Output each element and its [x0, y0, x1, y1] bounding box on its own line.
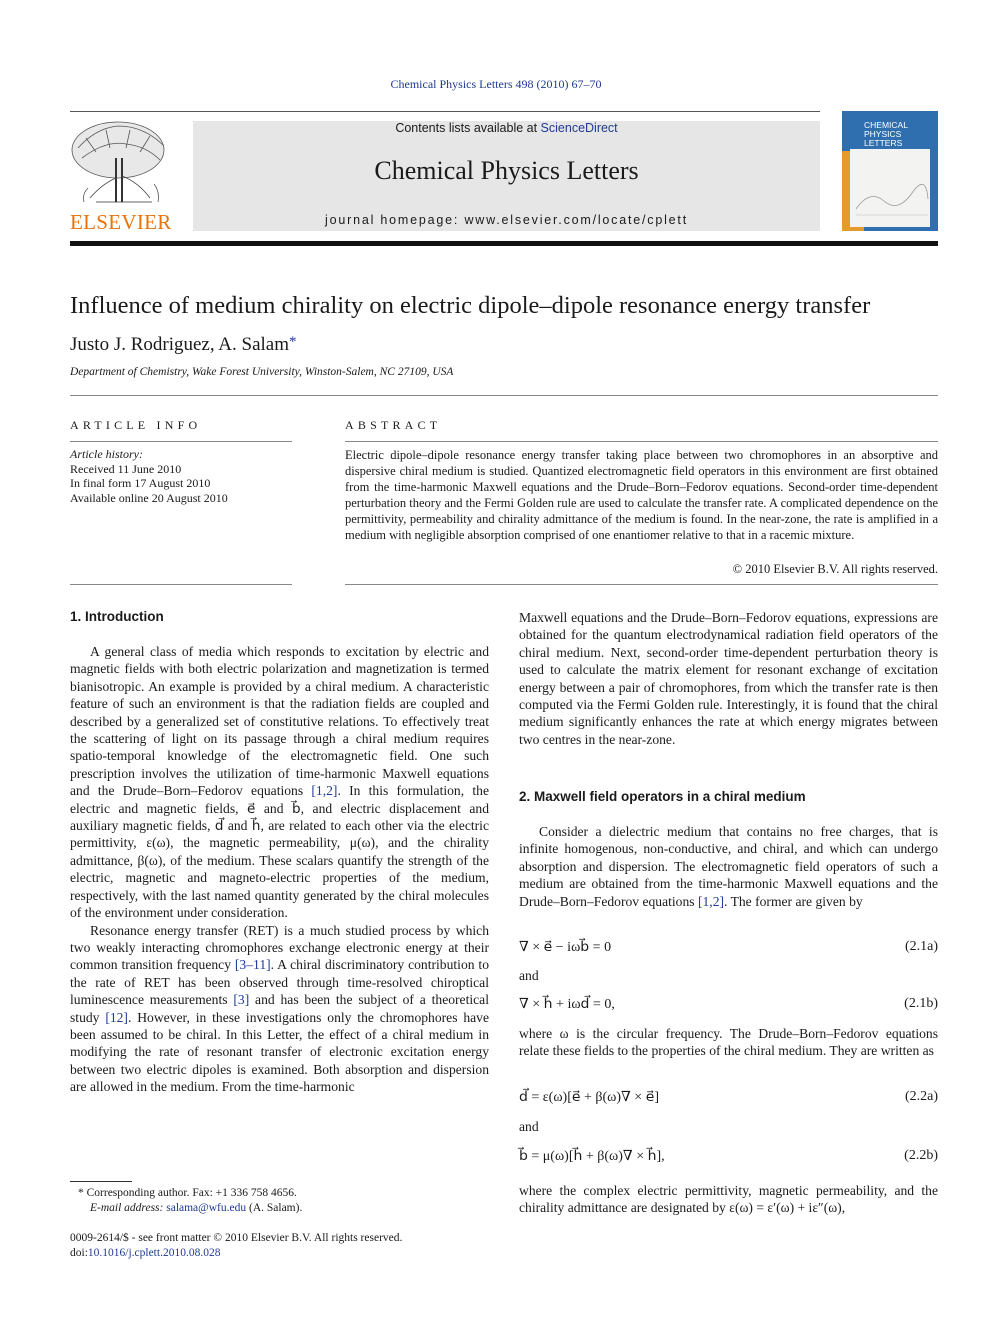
section-heading-introduction: 1. Introduction: [70, 609, 164, 624]
abstract-heading: ABSTRACT: [345, 418, 442, 432]
left-column-body: [70, 643, 489, 1096]
equation-number-2-2a: (2.2a): [904, 1089, 938, 1104]
author-affiliation: Department of Chemistry, Wake Forest University, Winston-Salem, NC 27109, USA: [70, 366, 454, 378]
article-history: [70, 447, 292, 505]
cover-title: CHEMICAL PHYSICS LETTERS: [864, 120, 908, 148]
doi-line: doi:10.1016/j.cplett.2010.08.028: [70, 1246, 221, 1259]
equation-number-2-1b: (2.1b): [904, 996, 938, 1011]
front-matter: [70, 1231, 520, 1260]
journal-homepage[interactable]: journal homepage: www.elsevier.com/locate/cplett: [325, 213, 688, 227]
history-online: Available online 20 August 2010: [70, 490, 228, 505]
footnote-rule: [70, 1181, 132, 1182]
article-title: Influence of medium chirality on electric dipole–dipole resonance energy transfer: [70, 292, 871, 319]
connector-and-2: and: [519, 1119, 539, 1134]
journal-citation[interactable]: Chemical Physics Letters 498 (2010) 67–70: [390, 77, 602, 91]
section-heading-maxwell: 2. Maxwell field operators in a chiral medium: [519, 789, 806, 804]
cover-graphic: [850, 149, 930, 227]
section2-paragraph-3: where the complex electric permittivity, magnetic permeability, and the chirality admittance are designated by ε(ω) = ε′(ω) + iε″(ω),: [519, 1183, 938, 1216]
abstract-bottom-rule: [345, 584, 938, 585]
reference-link[interactable]: [3–11]: [234, 957, 271, 973]
tree-icon: [66, 118, 176, 210]
equation-number-2-2b: (2.2b): [904, 1148, 938, 1163]
journal-cover-image: [842, 111, 938, 231]
footnote-corresponding: * Corresponding author. Fax: +1 336 758 4656.: [78, 1187, 297, 1199]
equation-number-2-1a: (2.1a): [904, 939, 938, 954]
equation-2-1b: ∇ × h⃗ + iωd⃗ = 0,: [519, 997, 615, 1012]
footnote: [78, 1186, 498, 1215]
author-list: [70, 334, 297, 356]
article-info-heading: ARTICLE INFO: [70, 418, 202, 432]
journal-name: Chemical Physics Letters: [374, 156, 639, 185]
issn-line: 0009-2614/$ - see front matter © 2010 Elsevier B.V. All rights reserved.: [70, 1232, 403, 1244]
reference-link[interactable]: [1,2]: [697, 893, 725, 909]
history-final-form: In final form 17 August 2010: [70, 476, 211, 490]
authors-names: Justo J. Rodriguez, A. Salam: [70, 334, 290, 355]
history-received: Received 11 June 2010: [70, 461, 182, 476]
reference-link[interactable]: [3]: [233, 992, 250, 1008]
right-column-continuation: Maxwell equations and the Drude–Born–Fedorov equations, expressions are obtained for the quantum electrodynamical radiation field operators of the chiral medium. Next, second-order time-dependent perturbation theory is used to calculate the matrix element for resonant exchange of excitation energy between a pair of chromophores, from which the transfer rate is then computed via the Fermi Golden rule. Interestingly, it is found that the chiral medium significantly enhances the rate at which energy migrates between two centres in the near-zone.: [519, 610, 938, 747]
abstract-text: Electric dipole–dipole resonance energy transfer taking place between two chromophores in an absorptive and dispersive chiral medium is studied. Quantized electromagnetic field operators in this environment are first obtained from the time-harmonic Maxwell equations and the Drude–Born–Fedorov equations. Second-order time-dependent perturbation theory and the Fermi Golden rule are used to calculate the transfer rate. A complicated dependence on the permittivity, permeability and chirality admittance of the medium is found. In the near-zone, the rate is amplified in a medium with negligible absorption comprised of one enantiomer relative to that in a racemic mixture.: [345, 448, 938, 542]
section2-paragraph-1: Consider a dielectric medium that contains no free charges, that is infinite homogenous, non-conductive, and chiral, and which can undergo absorption and dispersion. The electromagnetic field operators of such a medium are obtained from the time-harmonic Maxwell equations and the Drude–Born–Fedorov equations [1,2]. The former are given by: [519, 824, 938, 909]
corresponding-author-mark[interactable]: *: [289, 334, 297, 350]
intro-paragraph-2: Resonance energy transfer (RET) is a much studied process by which two weakly interacting chromophores exchange electronic energy at their common transition frequency [3–11]. A chiral discriminatory contribution to the rate of RET has been observed through time-resolved chiroptical luminescence measurements [3] and has been the subject of a theoretical study [12]. However, in these investigations only the chromophores have been assumed to be chiral. In this Letter, the effect of a chiral medium in modifying the rate of resonant transfer of electronic excitation energy between two electric dipoles is examined. Both absorption and dispersion are allowed in the medium. From the time-harmonic: [70, 922, 490, 1095]
article-info-rule: [70, 441, 292, 442]
section2-paragraph-2: where ω is the circular frequency. The Drude–Born–Fedorov equations relate these fields to the properties of the chiral medium. They are written as: [519, 1026, 938, 1059]
history-label: Article history:: [70, 447, 143, 461]
abstract-rule: [345, 441, 938, 442]
doi-link[interactable]: 10.1016/j.cplett.2010.08.028: [87, 1246, 221, 1259]
header-thick-rule: [70, 241, 938, 246]
contents-line: [193, 121, 820, 135]
footnote-email-line: E-mail address: salama@wfu.edu (A. Salam).: [90, 1201, 303, 1214]
reference-link[interactable]: [1,2]: [311, 783, 338, 799]
reference-link[interactable]: [12]: [105, 1009, 128, 1025]
title-divider: [70, 395, 938, 396]
equation-2-1a: ∇ × e⃗ − iωb⃗ = 0: [519, 940, 612, 955]
equation-2-2a: d⃗ = ε(ω)[e⃗ + β(ω)∇ × e⃗]: [519, 1090, 659, 1105]
publisher-logo-text: ELSEVIER: [70, 210, 172, 234]
author-email-link[interactable]: salama@wfu.edu: [166, 1201, 247, 1214]
contents-prefix: Contents lists available at: [395, 121, 541, 135]
header-divider: [70, 111, 820, 112]
abstract-copyright: © 2010 Elsevier B.V. All rights reserved.: [732, 562, 938, 576]
intro-paragraph-1: A general class of media which responds to excitation by electric and magnetic fields with both electric polarization and magnetization is termed bianisotropic. An example is provided by a chiral medium. A characteristic feature of such an environment is that the radiation fields are coupled and described by a generalized set of constitutive relations. To effectively treat the scattering of light on its passage through a chiral medium requires spatio-temporal knowledge of the electromagnetic field. One such prescription involves the utilization of time-harmonic Maxwell equations and the Drude–Born–Fedorov equations [1,2]. In this formulation, the electric and magnetic fields, e⃗ and b⃗, and electric displacement and auxiliary magnetic fields, d⃗ and h⃗, are related to each other via the electric permittivity, ε(ω), the magnetic permeability, μ(ω), and the chirality admittance, β(ω), of the medium. These scalars quantify the strength of the electric, magnetic and magneto-electric properties of the medium, respectively, with the last named quantity generated by the chiral molecules of the environment under consideration.: [70, 644, 489, 921]
sciencedirect-link[interactable]: ScienceDirect: [540, 121, 618, 135]
article-info-bottom-rule: [70, 584, 292, 585]
connector-and-1: and: [519, 968, 539, 983]
equation-2-2b: b⃗ = μ(ω)[h⃗ + β(ω)∇ × h⃗],: [519, 1149, 665, 1164]
